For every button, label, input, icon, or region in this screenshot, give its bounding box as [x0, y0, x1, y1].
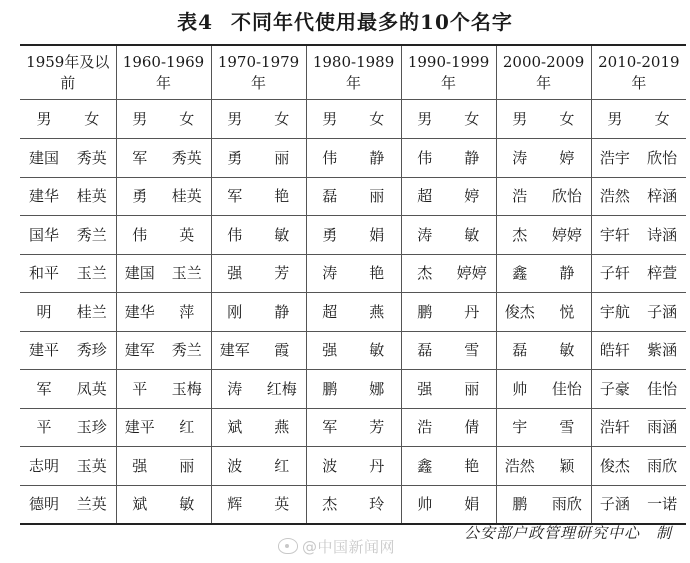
female-name-cell: 欣怡 — [543, 177, 591, 216]
female-name-cell: 红 — [163, 408, 211, 447]
male-name-cell: 伟 — [306, 139, 353, 178]
table-row — [20, 177, 686, 216]
female-name-cell: 婷婷 — [448, 254, 496, 293]
female-name-cell: 红 — [258, 447, 306, 486]
female-name-cell: 子涵 — [638, 293, 686, 332]
female-name-cell: 丽 — [448, 370, 496, 409]
male-name-cell: 勇 — [306, 216, 353, 255]
male-name-cell: 强 — [116, 447, 163, 486]
decade-header-row — [20, 45, 686, 100]
male-name-cell: 子轩 — [591, 254, 638, 293]
male-name-cell: 德明 — [28, 495, 59, 514]
names-table-body — [20, 139, 686, 525]
female-name-cell: 英 — [163, 216, 211, 255]
table-row — [20, 331, 686, 370]
female-name-cell: 佳怡 — [638, 370, 686, 409]
male-name-cell: 浩然 — [591, 177, 638, 216]
male-name-cell: 军 — [20, 370, 68, 409]
male-name-cell: 子涵 — [591, 485, 638, 524]
male-name-cell: 军 — [211, 177, 258, 216]
male-name-cell: 伟 — [401, 139, 448, 178]
female-name-cell: 秀兰 — [68, 216, 116, 255]
male-name-cell: 鹏 — [401, 293, 448, 332]
female-name-cell: 雨欣 — [638, 447, 686, 486]
male-header: 男 — [211, 100, 258, 139]
female-name-cell: 一诺 — [647, 495, 678, 514]
credit-line: 公安部户政管理研究中心 制 — [463, 524, 672, 542]
male-name-cell: 俊杰 — [591, 447, 638, 486]
decade-header: 1960-1969 年 — [116, 45, 211, 100]
male-name-cell: 宇航 — [591, 293, 638, 332]
female-name-cell: 雨涵 — [638, 408, 686, 447]
female-name-cell: 敏 — [258, 216, 306, 255]
male-name-cell: 杰 — [496, 216, 543, 255]
watermark-text: @中国新闻网 — [302, 538, 396, 556]
female-name-cell: 玲 — [369, 495, 385, 514]
female-name-cell: 兰英 — [76, 495, 107, 514]
decade-header: 2010-2019 年 — [591, 45, 686, 100]
male-name-cell: 建军 — [116, 331, 163, 370]
male-name-cell: 磊 — [401, 331, 448, 370]
female-name-cell: 芳 — [353, 408, 401, 447]
male-name-cell: 超 — [306, 293, 353, 332]
male-header: 男 — [591, 100, 638, 139]
male-name-cell: 军 — [306, 408, 353, 447]
male-name-cell: 帅 — [401, 485, 448, 524]
male-header: 男 — [116, 100, 163, 139]
female-name-cell: 敏 — [179, 495, 195, 514]
female-name-cell: 敏 — [448, 216, 496, 255]
female-name-cell: 秀兰 — [163, 331, 211, 370]
female-name-cell: 燕 — [258, 408, 306, 447]
decade-header: 2000-2009 年 — [496, 45, 591, 100]
male-name-cell: 国华 — [20, 216, 68, 255]
male-name-cell: 波 — [306, 447, 353, 486]
table-row — [20, 485, 686, 524]
male-name-cell: 鑫 — [496, 254, 543, 293]
female-name-cell: 秀英 — [68, 139, 116, 178]
female-name-cell: 丽 — [353, 177, 401, 216]
female-name-cell: 颖 — [543, 447, 591, 486]
male-name-cell: 杰 — [306, 485, 353, 524]
female-name-cell: 欣怡 — [638, 139, 686, 178]
male-name-cell: 子豪 — [591, 370, 638, 409]
male-name-cell: 斌 — [116, 485, 163, 524]
table-title-text: 不同年代使用最多的10个名字 — [231, 10, 513, 34]
male-header: 男 — [306, 100, 353, 139]
table-row — [20, 293, 686, 332]
female-name-cell: 雪 — [543, 408, 591, 447]
male-name-cell: 波 — [211, 447, 258, 486]
decade-header: 1970-1979 年 — [211, 45, 306, 100]
male-name-cell: 建军 — [211, 331, 258, 370]
female-name-cell: 秀英 — [163, 139, 211, 178]
female-name-cell: 静 — [258, 293, 306, 332]
male-name-cell: 建华 — [116, 293, 163, 332]
male-name-cell: 浩 — [496, 177, 543, 216]
female-name-cell: 婷婷 — [543, 216, 591, 255]
female-name-cell: 敏 — [353, 331, 401, 370]
male-name-cell: 平 — [116, 370, 163, 409]
male-name-cell: 伟 — [211, 216, 258, 255]
female-header: 女 — [638, 100, 686, 139]
female-name-cell: 雪 — [448, 331, 496, 370]
female-name-cell: 艳 — [353, 254, 401, 293]
table-row — [20, 254, 686, 293]
female-name-cell: 丽 — [163, 447, 211, 486]
female-name-cell: 丽 — [258, 139, 306, 178]
female-name-cell: 凤英 — [68, 370, 116, 409]
female-name-cell: 桂英 — [68, 177, 116, 216]
female-name-cell: 娟 — [353, 216, 401, 255]
female-name-cell: 芳 — [258, 254, 306, 293]
male-name-cell: 磊 — [496, 331, 543, 370]
female-name-cell: 梓萱 — [638, 254, 686, 293]
male-name-cell: 勇 — [116, 177, 163, 216]
female-name-cell: 霞 — [258, 331, 306, 370]
male-name-cell: 帅 — [496, 370, 543, 409]
female-name-cell: 婷 — [448, 177, 496, 216]
female-name-cell: 诗涵 — [638, 216, 686, 255]
male-name-cell: 俊杰 — [496, 293, 543, 332]
female-name-cell: 婷 — [543, 139, 591, 178]
male-name-cell: 宇轩 — [591, 216, 638, 255]
male-header: 男 — [496, 100, 543, 139]
female-name-cell: 佳怡 — [543, 370, 591, 409]
male-name-cell: 刚 — [211, 293, 258, 332]
female-name-cell: 玉珍 — [68, 408, 116, 447]
female-name-cell: 红梅 — [258, 370, 306, 409]
male-name-cell: 和平 — [20, 254, 68, 293]
female-name-cell: 英 — [274, 495, 290, 514]
male-name-cell: 浩宇 — [591, 139, 638, 178]
female-name-cell: 丹 — [448, 293, 496, 332]
female-name-cell: 玉兰 — [163, 254, 211, 293]
male-name-cell: 强 — [211, 254, 258, 293]
female-header: 女 — [163, 100, 211, 139]
male-name-cell: 杰 — [401, 254, 448, 293]
female-name-cell: 倩 — [448, 408, 496, 447]
female-name-cell: 桂兰 — [68, 293, 116, 332]
male-name-cell: 伟 — [116, 216, 163, 255]
female-name-cell: 静 — [543, 254, 591, 293]
male-name-cell: 宇 — [496, 408, 543, 447]
sex-header-row — [20, 100, 686, 139]
female-name-cell: 静 — [448, 139, 496, 178]
female-name-cell: 静 — [353, 139, 401, 178]
male-name-cell: 浩然 — [496, 447, 543, 486]
female-name-cell: 娜 — [353, 370, 401, 409]
male-name-cell: 军 — [116, 139, 163, 178]
female-name-cell: 紫涵 — [638, 331, 686, 370]
male-name-cell: 勇 — [211, 139, 258, 178]
male-name-cell: 超 — [401, 177, 448, 216]
male-name-cell: 强 — [401, 370, 448, 409]
female-name-cell: 艳 — [448, 447, 496, 486]
male-name-cell: 鑫 — [401, 447, 448, 486]
female-header: 女 — [448, 100, 496, 139]
male-name-cell: 鹏 — [306, 370, 353, 409]
female-name-cell: 艳 — [258, 177, 306, 216]
male-name-cell: 建平 — [20, 331, 68, 370]
names-table — [20, 44, 686, 525]
male-name-cell: 涛 — [211, 370, 258, 409]
table-row — [20, 408, 686, 447]
male-name-cell: 建平 — [116, 408, 163, 447]
female-name-cell: 梓涵 — [638, 177, 686, 216]
female-name-cell: 娟 — [464, 495, 480, 514]
male-name-cell: 建国 — [20, 139, 68, 178]
female-name-cell: 桂英 — [163, 177, 211, 216]
decade-header: 1959年及以 前 — [20, 45, 116, 100]
decade-header: 1990-1999 年 — [401, 45, 496, 100]
decade-header: 1980-1989 年 — [306, 45, 401, 100]
male-name-cell: 辉 — [211, 485, 258, 524]
male-name-cell: 平 — [20, 408, 68, 447]
female-name-cell: 敏 — [543, 331, 591, 370]
female-name-cell: 玉兰 — [68, 254, 116, 293]
female-name-cell: 玉英 — [68, 447, 116, 486]
female-name-cell: 雨欣 — [551, 495, 582, 514]
male-name-cell: 建华 — [20, 177, 68, 216]
female-name-cell: 悦 — [543, 293, 591, 332]
male-name-cell: 涛 — [306, 254, 353, 293]
male-name-cell: 斌 — [211, 408, 258, 447]
table-number: 表4 — [177, 10, 214, 34]
female-name-cell: 秀珍 — [68, 331, 116, 370]
female-name-cell: 萍 — [163, 293, 211, 332]
male-name-cell: 志明 — [20, 447, 68, 486]
male-name-cell: 强 — [306, 331, 353, 370]
female-name-cell: 燕 — [353, 293, 401, 332]
female-header: 女 — [353, 100, 401, 139]
male-header: 男 — [401, 100, 448, 139]
male-name-cell: 建国 — [116, 254, 163, 293]
female-header: 女 — [258, 100, 306, 139]
watermark — [278, 536, 395, 557]
weibo-icon — [278, 538, 298, 554]
male-name-cell: 浩轩 — [591, 408, 638, 447]
female-header: 女 — [68, 100, 116, 139]
female-header: 女 — [543, 100, 591, 139]
male-header: 男 — [20, 100, 68, 139]
female-name-cell: 玉梅 — [163, 370, 211, 409]
male-name-cell: 鹏 — [496, 485, 543, 524]
male-name-cell: 涛 — [401, 216, 448, 255]
table-row — [20, 447, 686, 486]
page-title — [0, 6, 690, 35]
male-name-cell: 涛 — [496, 139, 543, 178]
male-name-cell: 明 — [20, 293, 68, 332]
table-row — [20, 370, 686, 409]
table-row — [20, 139, 686, 178]
male-name-cell: 皓轩 — [591, 331, 638, 370]
male-name-cell: 磊 — [306, 177, 353, 216]
female-name-cell: 丹 — [353, 447, 401, 486]
table-row — [20, 216, 686, 255]
male-name-cell: 浩 — [401, 408, 448, 447]
